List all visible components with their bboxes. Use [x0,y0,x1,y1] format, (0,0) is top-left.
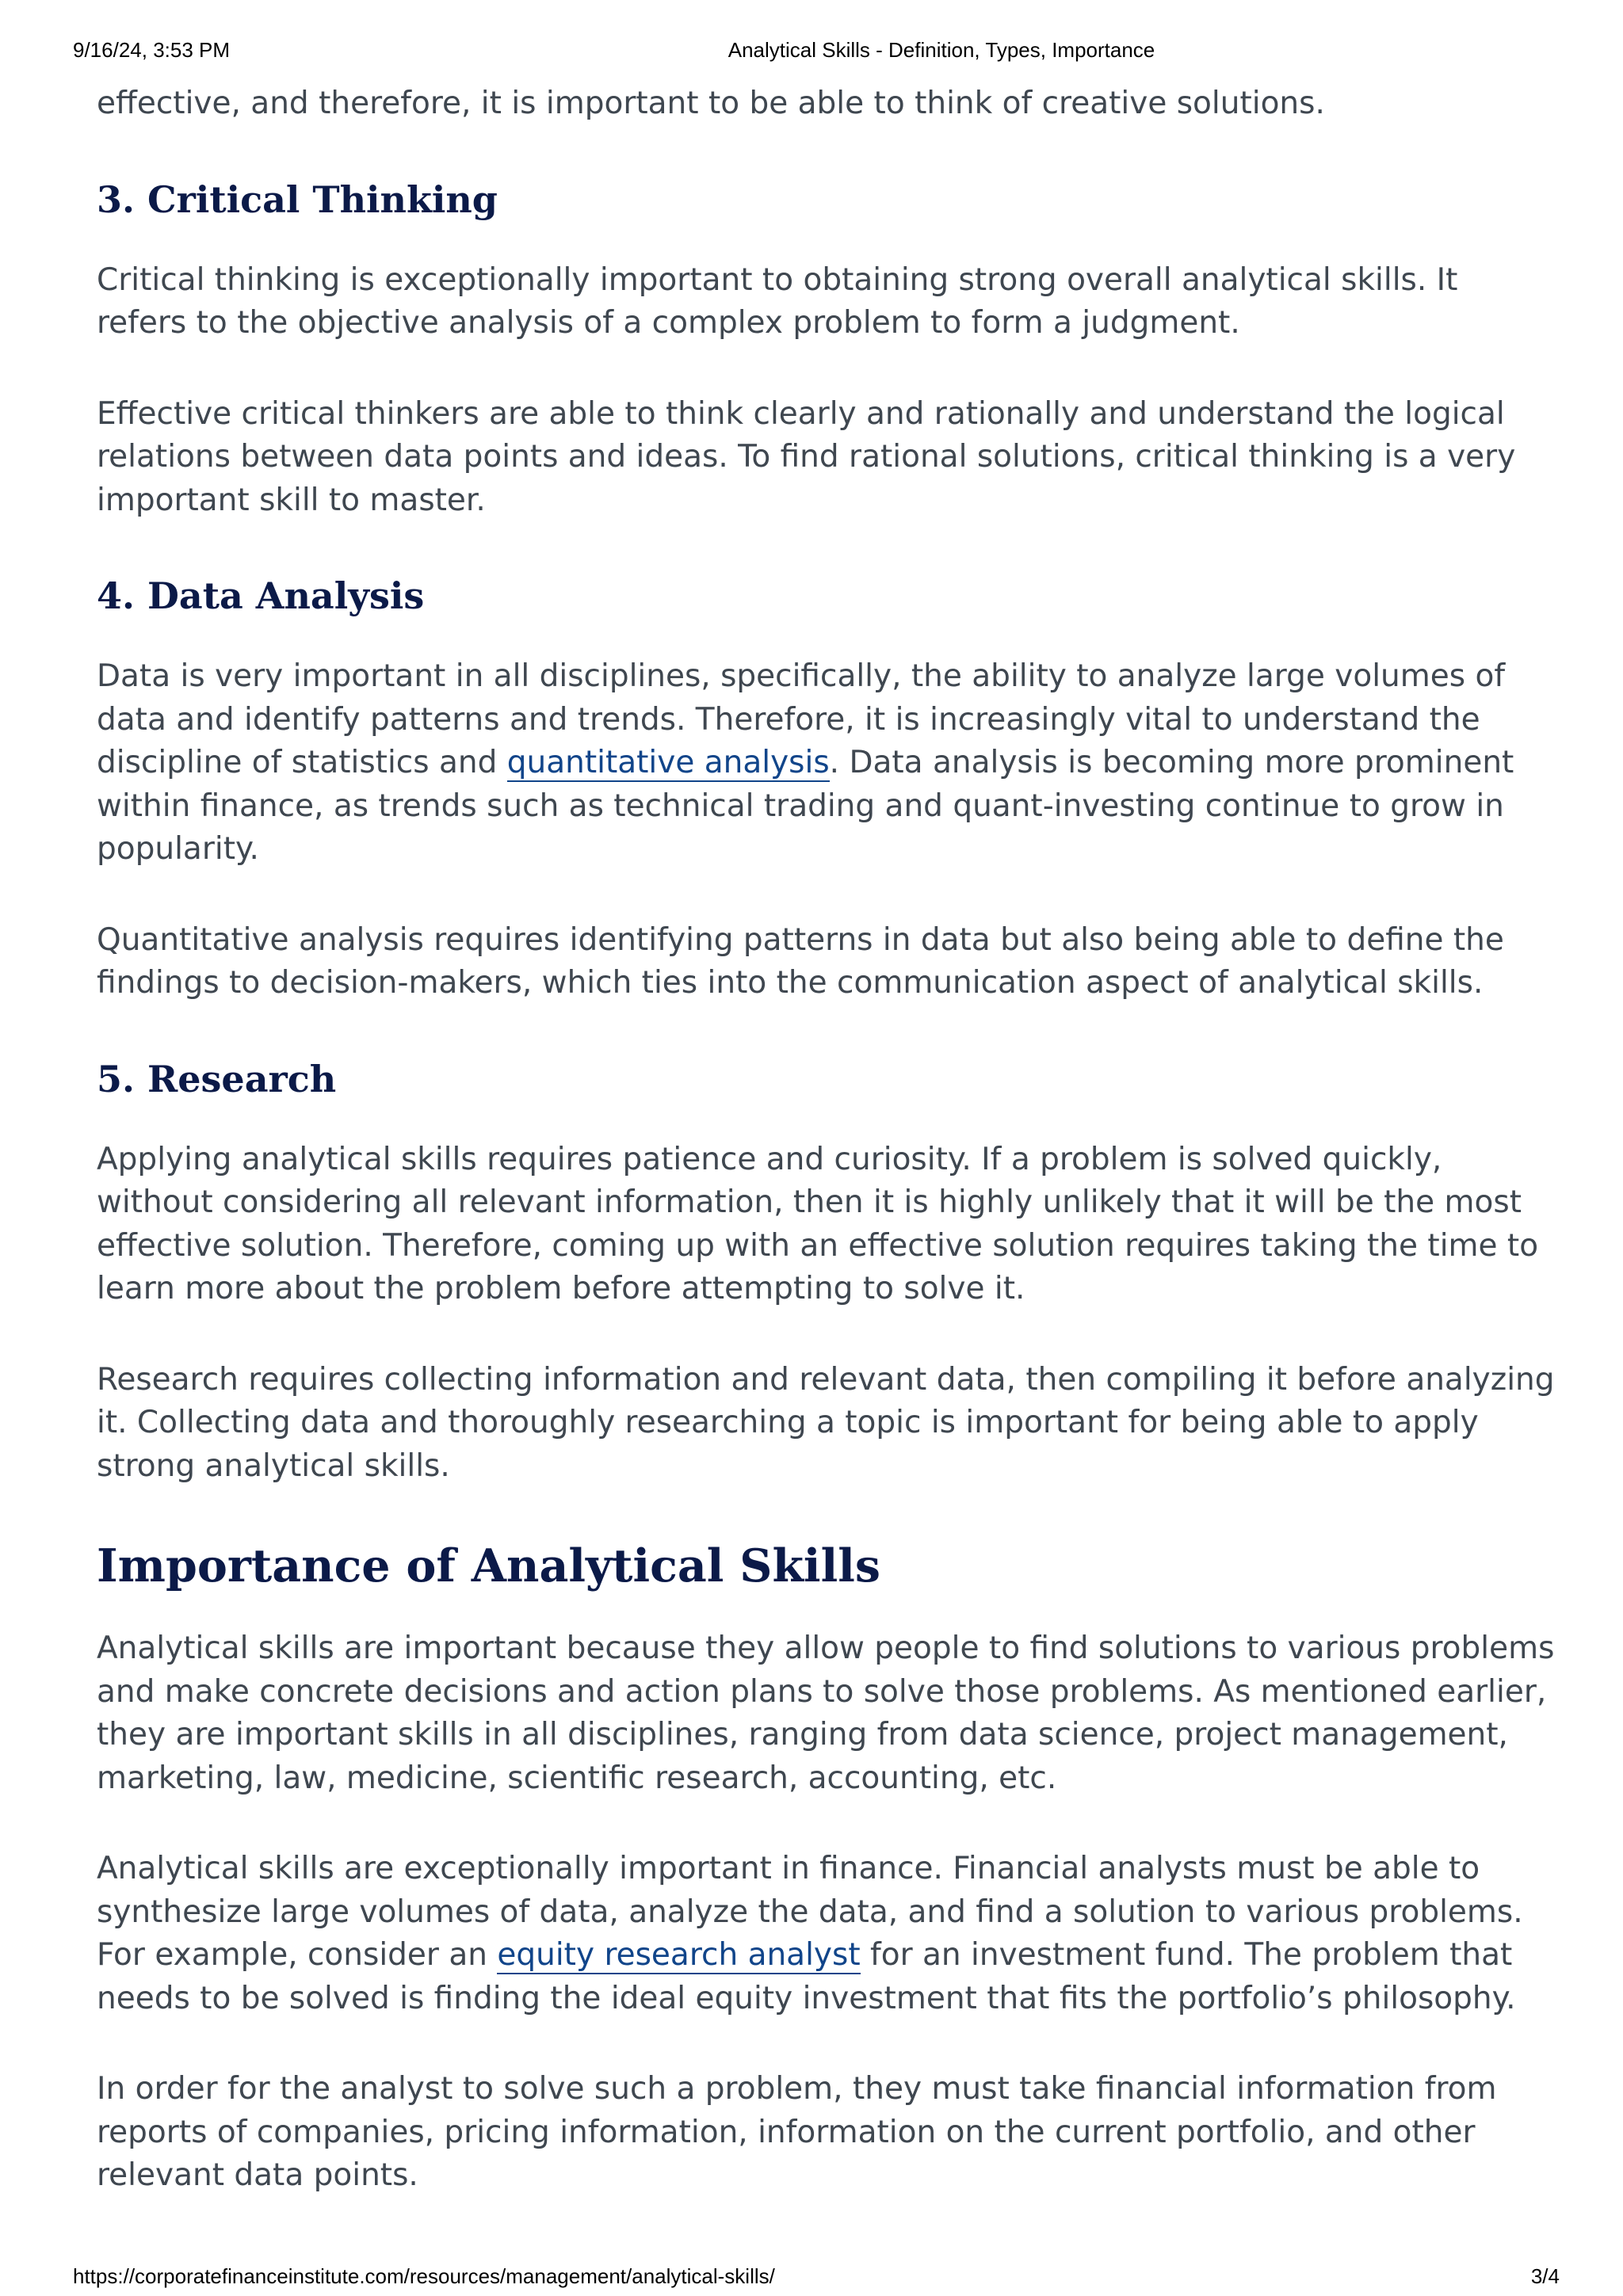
paragraph-importance-3: In order for the analyst to solve such a problem, they must take financial information from reports of companies, pricing information, information on the current portfolio, and other relevant data points. [97,2071,1497,2193]
print-page-number: 3/4 [1530,2264,1560,2288]
print-page-title: Analytical Skills - Definition, Types, Importance [727,38,1155,62]
paragraph-data-analysis-1 [97,655,1555,871]
paragraph-critical-thinking-2: Effective critical thinkers are able to think clearly and rationally and understand the logical relations between data points and ideas. To find rational solutions, critical thinking is a very important skill to master. [97,395,1516,518]
paragraph-research-1: Applying analytical skills requires patience and curiosity. If a problem is solved quickly, without considering all relevant information, then it is highly unlikely that it will be the most effective solution. Therefore, coming up with an effective solution requires taking the time to learn more about the problem before attempting to solve it. [97,1141,1539,1306]
heading-data-analysis: 4. Data Analysis [97,574,425,617]
text-segment: Data is very important in all disciplines, specifically, the ability to analyze large volumes of data and identify patterns and trends. Therefore, it is increasingly vital to understand the discipline of statistics and [97,658,1506,780]
print-header [0,38,1623,70]
print-footer [0,2264,1623,2296]
paragraph-critical-thinking-1: Critical thinking is exceptionally important to obtaining strong overall analytical skills. It refers to the objective analysis of a complex problem to form a judgment. [97,261,1458,341]
heading-research: 5. Research [97,1057,337,1100]
text-segment: Analytical skills are exceptionally important in finance. Financial analysts must be able to synthesize large volumes of data, analyze the data, and find a solution to various problems. For example, consider an [97,1851,1523,1973]
paragraph-data-analysis-2: Quantitative analysis requires identifying patterns in data but also being able to define the findings to decision-makers, which ties into the communication aspect of analytical skills. [97,921,1504,1001]
paragraph-research-2: Research requires collecting information and relevant data, then compiling it before analyzing it. Collecting data and thoroughly researching a topic is important for being able to apply strong analytical skills. [97,1361,1555,1484]
print-datetime: 9/16/24, 3:53 PM [73,38,231,62]
link-quantitative-analysis[interactable]: quantitative analysis [506,745,830,780]
link-equity-research-analyst[interactable]: equity research analyst [497,1937,861,1973]
heading-critical-thinking: 3. Critical Thinking [97,177,498,221]
article-body [97,82,1555,2198]
paragraph-importance-1: Analytical skills are important because they allow people to find solutions to various problems and make concrete decisions and action plans to solve those problems. As mentioned earlier, they are important skills in all disciplines, ranging from data science, project management, marketing, law, medicine, scientific research, accounting, etc. [97,1630,1555,1796]
text-segment: for an investment fund. The problem that needs to be solved is finding the ideal equity investment that fits the portfolio’s philosophy. [97,1937,1516,2016]
heading-importance-of-analytical-skills: Importance of Analytical Skills [97,1539,880,1592]
paragraph-lead-in: effective, and therefore, it is important to be able to think of creative solutions. [97,86,1325,121]
paragraph-importance-2 [97,1848,1555,2020]
print-url: https://corporatefinanceinstitute.com/resources/management/analytical-skills/ [73,2264,775,2288]
text-segment: . Data analysis is becoming more prominent within finance, as trends such as technical trading and quant-investing continue to grow in popularity. [97,745,1514,867]
